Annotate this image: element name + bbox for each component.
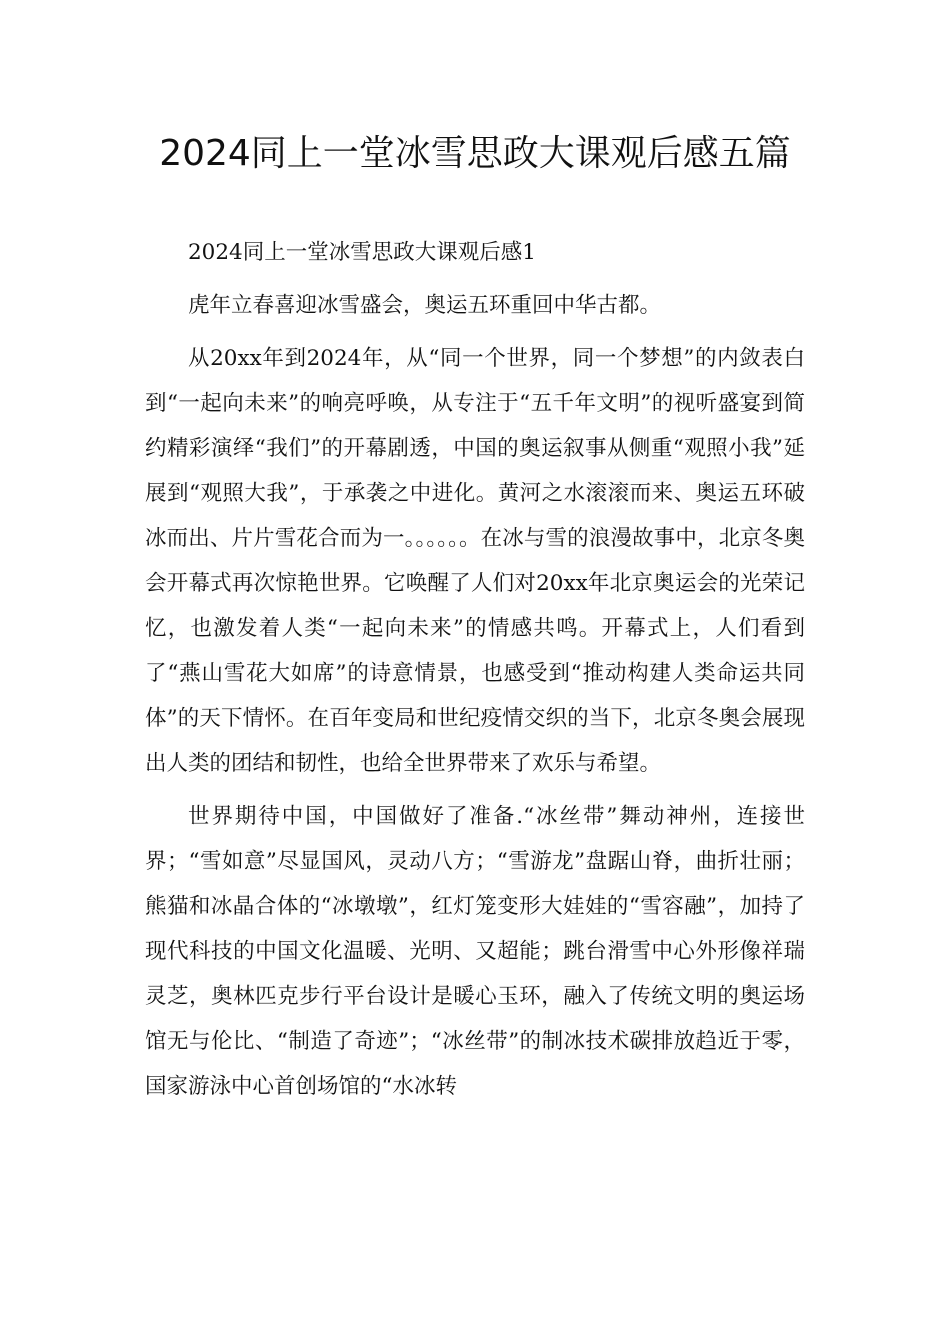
document-body <box>145 230 805 1117</box>
paragraph-3: 世界期待中国，中国做好了准备.“冰丝带”舞动神州，连接世界；“雪如意”尽显国风，灵动八方；“雪游龙”盘踞山脊，曲折壮丽；熊猫和冰晶合体的“冰墩墩”，红灯笼变形大娃娃的“雪容融”，加持了现代科技的中国文化温暖、光明、又超能；跳台滑雪中心外形像祥瑞灵芝，奥林匹克步行平台设计是暖心玉环，融入了传统文明的奥运场馆无与伦比、“制造了奇迹”；“冰丝带”的制冰技术碳排放趋近于零，国家游泳中心首创场馆的“水冰转 <box>145 804 805 1099</box>
paragraph-2: 从20xx年到2024年，从“同一个世界，同一个梦想”的内敛表白到“一起向未来”的响亮呼唤，从专注于“五千年文明”的视听盛宴到简约精彩演绎“我们”的开幕剧透，中国的奥运叙事从侧重“观照小我”延展到“观照大我”，于承袭之中进化。黄河之水滚滚而来、奥运五环破冰而出、片片雪花合而为一。。。。。。在冰与雪的浪漫故事中，北京冬奥会开幕式再次惊艳世界。它唤醒了人们对20xx年北京奥运会的光荣记忆，也激发着人类“一起向未来”的情感共鸣。开幕式上，人们看到了“燕山雪花大如席”的诗意情景，也感受到“推动构建人类命运共同体”的天下情怀。在百年变局和世纪疫情交织的当下，北京冬奥会展现出人类的团结和韧性，也给全世界带来了欢乐与希望。 <box>145 346 805 776</box>
section-heading: 2024同上一堂冰雪思政大课观后感1 <box>188 240 536 265</box>
document-title: 2024同上一堂冰雪思政大课观后感五篇 <box>159 133 791 174</box>
paragraph-1: 虎年立春喜迎冰雪盛会，奥运五环重回中华古都。 <box>188 293 662 318</box>
